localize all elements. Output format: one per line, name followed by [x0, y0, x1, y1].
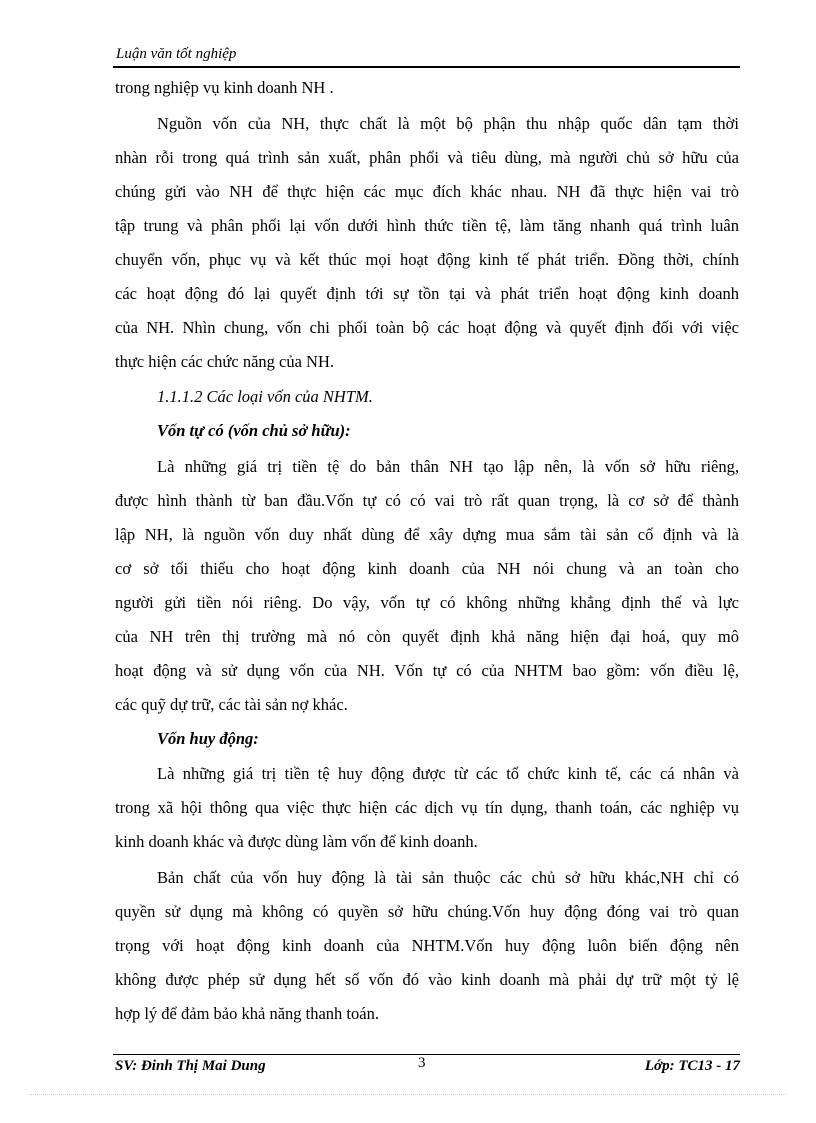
text-line: chuyển vốn, phục vụ và kết thúc mọi hoạt động kinh tế phát triển. Đồng thời, chính — [115, 250, 739, 269]
footer-divider — [113, 1054, 740, 1055]
text-line: các quỹ dự trữ, các tài sản nợ khác. — [115, 695, 348, 714]
text-line: Là những giá trị tiền tệ huy động được từ các tổ chức kinh tế, các cá nhân và — [157, 764, 739, 783]
text-line: các hoạt động đó lại quyết định tới sự tồn tại và phát triển hoạt động kinh doanh — [115, 284, 739, 303]
footer-class: Lớp: TC13 - 17 — [644, 1058, 740, 1074]
subsection-heading: Vốn huy động: — [157, 729, 259, 748]
footer-student: SV: Đinh Thị Mai Dung — [115, 1058, 266, 1074]
subsection-heading: Vốn tự có (vốn chủ sở hữu): — [157, 421, 351, 440]
text-line: trọng với hoạt động kinh doanh của NHTM.Vốn huy động luôn biến động nên — [115, 936, 739, 955]
text-line: trong nghiệp vụ kinh doanh NH . — [115, 78, 334, 97]
section-heading: 1.1.1.2 Các loại vốn của NHTM. — [157, 387, 373, 406]
text-line: tập trung và phân phối lại vốn dưới hình thức tiền tệ, làm tăng nhanh quá trình luân — [115, 216, 739, 235]
page-bottom-border — [30, 1094, 786, 1095]
text-line: trong xã hội thông qua việc thực hiện các dịch vụ tín dụng, thanh toán, các nghiệp vụ — [115, 798, 739, 817]
text-line: Nguồn vốn của NH, thực chất là một bộ phận thu nhập quốc dân tạm thời — [157, 114, 739, 133]
text-line: của NH. Nhìn chung, vốn chi phối toàn bộ các hoạt động và quyết định đối với việc — [115, 318, 739, 337]
text-line: lập NH, là nguồn vốn duy nhất dùng để xây dựng mua sắm tài sản cố định và là — [115, 525, 739, 544]
header-title: Luận văn tốt nghiệp — [116, 46, 237, 62]
text-line: cơ sở tối thiểu cho hoạt động kinh doanh của NH nói chung và an toàn cho — [115, 559, 739, 578]
page-number: 3 — [418, 1055, 426, 1071]
text-line: kinh doanh khác và được dùng làm vốn để kinh doanh. — [115, 832, 478, 851]
text-line: hoạt động và sử dụng vốn của NH. Vốn tự có của NHTM bao gồm: vốn điều lệ, — [115, 661, 739, 680]
text-line: chúng gửi vào NH để thực hiện các mục đích khác nhau. NH đã thực hiện vai trò — [115, 182, 739, 201]
text-line: được hình thành từ ban đầu.Vốn tự có có vai trò rất quan trọng, là cơ sở để thành — [115, 491, 739, 510]
text-line: của NH trên thị trường mà nó còn quyết định khả năng hiện đại hoá, quy mô — [115, 627, 739, 646]
text-line: Là những giá trị tiền tệ do bản thân NH tạo lập nên, là vốn sở hữu riêng, — [157, 457, 739, 476]
text-line: Bản chất của vốn huy động là tài sản thuộc các chủ sở hữu khác,NH chỉ có — [157, 868, 739, 887]
text-line: thực hiện các chức năng của NH. — [115, 352, 334, 371]
text-line: nhàn rỗi trong quá trình sản xuất, phân phối và tiêu dùng, mà người chủ sở hữu của — [115, 148, 739, 167]
text-line: quyền sử dụng mà không có quyền sở hữu chúng.Vốn huy động đóng vai trò quan — [115, 902, 739, 921]
text-line: người gửi tiền nói riêng. Do vậy, vốn tự có không những khẳng định thế và lực — [115, 593, 739, 612]
text-line: không được phép sử dụng hết số vốn đó vào kinh doanh mà phải dự trữ một tỷ lệ — [115, 970, 739, 989]
text-line: hợp lý để đảm bảo khả năng thanh toán. — [115, 1004, 379, 1023]
page-header — [113, 44, 740, 68]
